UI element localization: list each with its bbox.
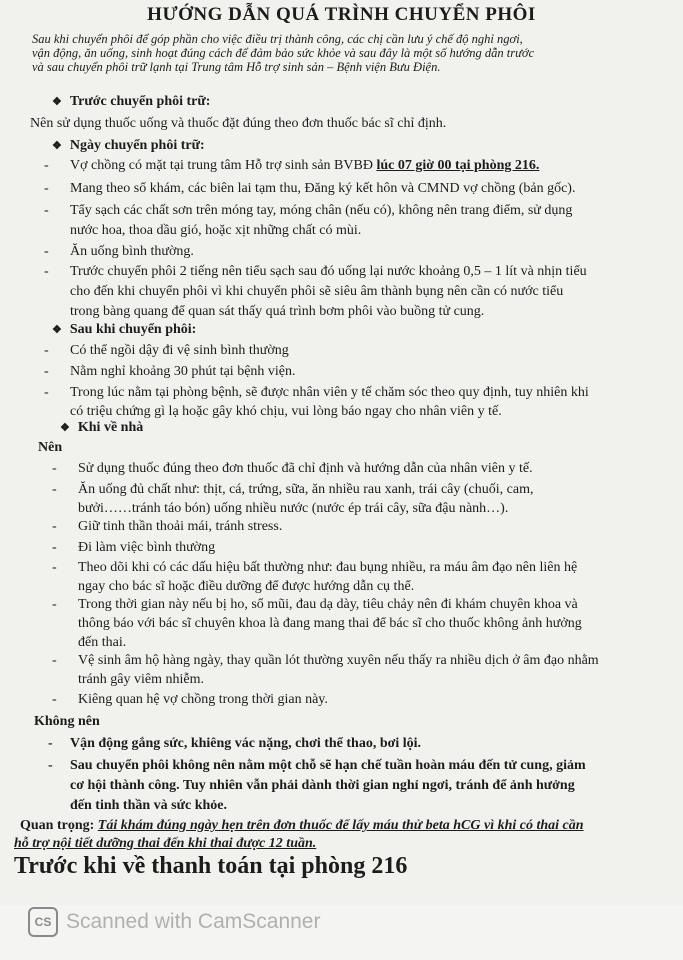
important-note: Quan trọng: Tái khám đúng ngày hẹn trên đơn thuốc để lấy máu thử beta hCG vì khi có thai cần [20, 818, 584, 833]
important-label: Quan trọng: [20, 818, 95, 833]
should-item-1: - Sử dụng thuốc đúng theo đơn thuốc đã chỉ định và hướng dẫn của nhân viên y tế. [52, 461, 533, 476]
camscanner-text: Scanned with CamScanner [66, 910, 321, 933]
should-item-6: - Trong thời gian này nếu bị ho, sổ mũi, đau dạ dày, tiêu chảy nên đi khám chuyên khoa và thông báo với bác sĩ chuyên khoa là đang mang thai để bác sĩ cho thuốc không ảnh hưởng đến thai. [52, 597, 582, 650]
after-item-3: - Trong lúc nằm tại phòng bệnh, sẽ được nhân viên y tế chăm sóc theo quy định, tuy nhiên khi có triệu chứng gì lạ hoặc gây khó chịu, vui lòng báo ngay cho nhân viên y tế. [44, 385, 589, 419]
intro-line: Sau khi chuyển phôi để góp phần cho việc điều trị thành công, các chị cần lưu ý chế độ nghỉ ngơi, [32, 32, 523, 46]
should-not-item-1: - Vận động gắng sức, khiêng vác nặng, chơi thể thao, bơi lội. [48, 736, 422, 751]
camscanner-watermark [28, 907, 320, 937]
diamond-bullet-icon: ❖ [52, 324, 62, 336]
camscanner-logo-icon: CS [28, 907, 58, 937]
day-item-5: - Trước chuyển phôi 2 tiếng nên tiểu sạch sau đó uống lại nước khoảng 0,5 – 1 lít và nhịn tiểu cho đến khi chuyển phôi vì khi chuyển phôi sẽ siêu âm thành bụng nên cần có nước tiểu trong bàng quang để quan sát thấy quá trình bơm phôi vào buồng tử cung. [44, 264, 587, 319]
should-item-5: - Theo dõi khi có các dấu hiệu bất thường như: đau bụng nhiều, ra máu âm đạo nên liên hệ ngay cho bác sĩ hoặc điều dưỡng để được hướng dẫn cụ thể. [52, 560, 578, 594]
intro-paragraph [32, 32, 642, 74]
before-text: Nên sử dụng thuốc uống và thuốc đặt đúng theo đơn thuốc bác sĩ chỉ định. [30, 116, 447, 131]
should-item-2: - Ăn uống đủ chất như: thịt, cá, trứng, sữa, ăn nhiều rau xanh, trái cây (chuối, cam, bưởi……tránh táo bón) uống nhiều nước (nước ép trái cây, sữa đậu nành…). [52, 482, 534, 516]
appointment-time: lúc 07 giờ 00 tại phòng 216. [376, 158, 540, 173]
section-heading-after: ❖ Sau khi chuyển phôi: [52, 322, 197, 337]
should-label: Nên [38, 440, 63, 455]
should-not-item-2: - Sau chuyển phôi không nên nằm một chỗ sẽ hạn chế tuần hoàn máu đến tử cung, giảm cơ hội thành công. Tuy nhiên vẫn phải dành thời gian nghỉ ngơi, tránh để ảnh hưởng đến tinh thần và sức khỏe. [48, 758, 586, 813]
day-item-1: - Vợ chồng có mặt tại trung tâm Hỗ trợ sinh sản BVBĐ lúc 07 giờ 00 tại phòng 216. [44, 158, 540, 173]
should-not-label: Không nên [34, 714, 100, 729]
payment-note: Trước khi về thanh toán tại phòng 216 [14, 853, 408, 879]
section-heading-day: ❖ Ngày chuyển phôi trữ: [52, 138, 205, 153]
should-item-7: - Vệ sinh âm hộ hàng ngày, thay quần lót thường xuyên nếu thấy ra nhiều dịch ở âm đạo nhằm tránh gây viêm nhiễm. [52, 653, 599, 687]
day-item-3: - Tẩy sạch các chất sơn trên móng tay, móng chân (nếu có), không nên trang điểm, sử dụng nước hoa, thoa dầu gió, hoặc xịt những chất có mùi. [44, 203, 573, 238]
should-item-3: - Giữ tinh thần thoải mái, tránh stress. [52, 519, 283, 534]
diamond-bullet-icon: ❖ [60, 422, 70, 434]
diamond-bullet-icon: ❖ [52, 96, 62, 108]
section-heading-home: ❖ Khi về nhà [60, 420, 144, 435]
day-item-4: - Ăn uống bình thường. [44, 244, 194, 259]
intro-line: vận động, ăn uống, sinh hoạt đúng cách để đảm bảo sức khỏe và sau đây là một số hướng dẫn trước [32, 46, 535, 60]
important-line-2: hỗ trợ nội tiết dưỡng thai đến khi thai được 12 tuần. [14, 836, 317, 851]
diamond-bullet-icon: ❖ [52, 140, 62, 152]
intro-line: và sau chuyển phôi trữ lạnh tại Trung tâm Hỗ trợ sinh sản – Bệnh viện Bưu Điện. [32, 60, 441, 74]
after-item-1: - Có thể ngồi dậy đi vệ sinh bình thường [44, 343, 289, 358]
should-item-8: - Kiêng quan hệ vợ chồng trong thời gian này. [52, 692, 328, 707]
document-title: HƯỚNG DẪN QUÁ TRÌNH CHUYỂN PHÔI [147, 4, 536, 25]
section-heading-before: ❖ Trước chuyển phôi trữ: [52, 94, 211, 109]
after-item-2: - Nằm nghỉ khoảng 30 phút tại bệnh viện. [44, 364, 296, 379]
should-item-4: - Đi làm việc bình thường [52, 540, 216, 555]
day-item-2: - Mang theo sổ khám, các biên lai tạm thu, Đăng ký kết hôn và CMND vợ chồng (bản gốc). [44, 181, 576, 196]
